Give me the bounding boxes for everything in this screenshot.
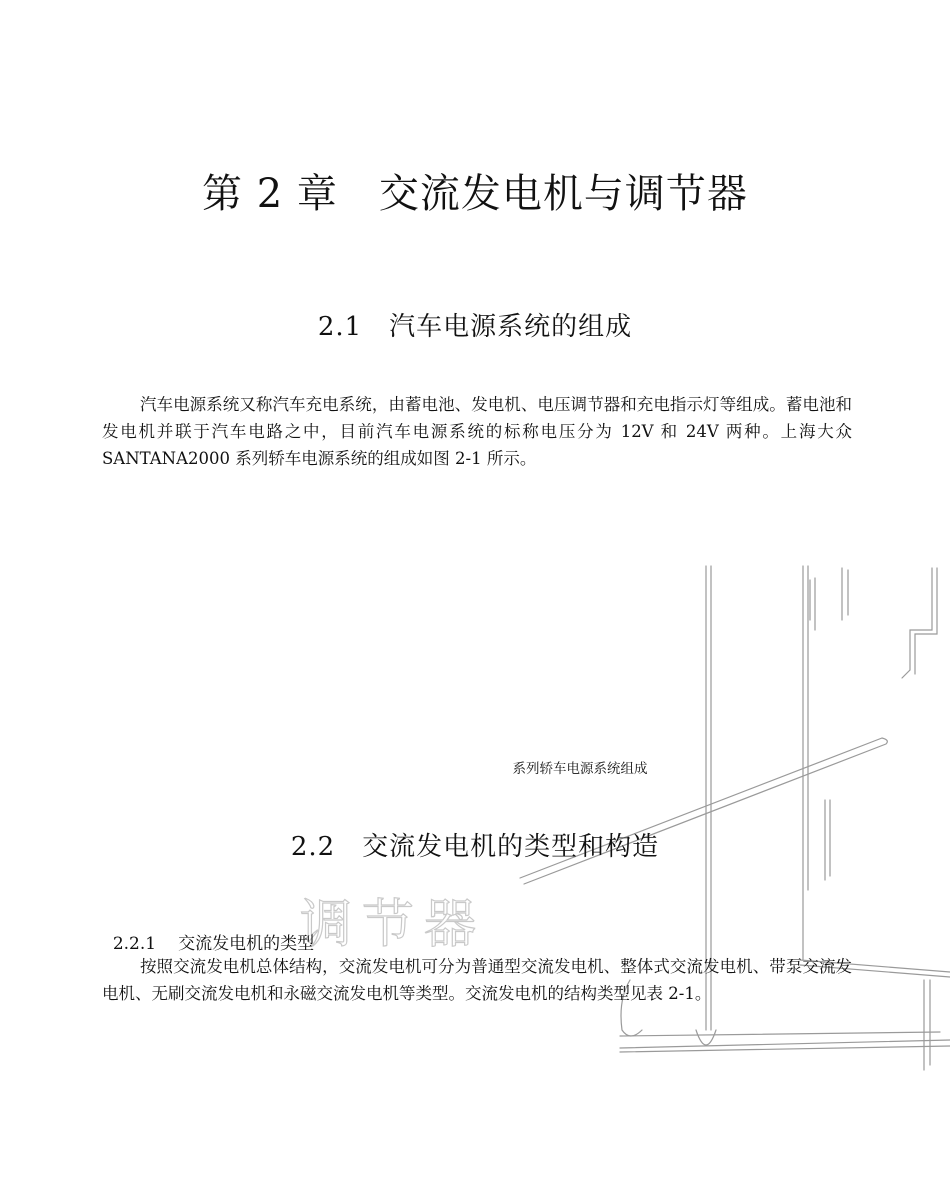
section-title-2-2: 2.2 交流发电机的类型和构造	[290, 832, 660, 862]
diagram-line	[910, 568, 937, 674]
chapter-title: 第 2 章 交流发电机与调节器	[202, 171, 748, 217]
figure-caption: 系列轿车电源系统组成	[512, 761, 648, 777]
subsection-label: 交流发电机的类型	[178, 934, 315, 954]
paragraph-alternator-types: 按照交流发电机总体结构，交流发电机可分为普通型交流发电机、整体式交流发电机、带泵交流发电机、无刷交流发电机和永磁交流发电机等类型。交流发电机的结构类型见表 2-1。	[102, 957, 852, 1003]
diagram-line	[902, 670, 910, 678]
diagram-line	[803, 566, 808, 960]
paragraph-power-system: 汽车电源系统又称汽车充电系统，由蓄电池、发电机、电压调节器和充电指示灯等组成。蓄电池和发电机并联于汽车电路之中，目前汽车电源系统的标称电压分为 12V 和 24V 两种。上海大众 SANTANA2000 系列轿车电源系统的组成如图 2-1 所示。	[102, 395, 852, 468]
watermark-text: 调节器	[300, 895, 487, 955]
subsection-title-2-2-1	[102, 909, 314, 954]
subsection-number: 2.2.1	[112, 934, 157, 954]
diagram-line	[810, 578, 815, 630]
section-title-2-1: 2.1 汽车电源系统的组成	[317, 312, 633, 342]
diagram-line	[696, 1030, 716, 1045]
diagram-line	[842, 568, 848, 620]
diagram-line	[620, 1032, 940, 1036]
diagram-line	[620, 1040, 950, 1052]
diagram-line	[924, 980, 930, 1070]
